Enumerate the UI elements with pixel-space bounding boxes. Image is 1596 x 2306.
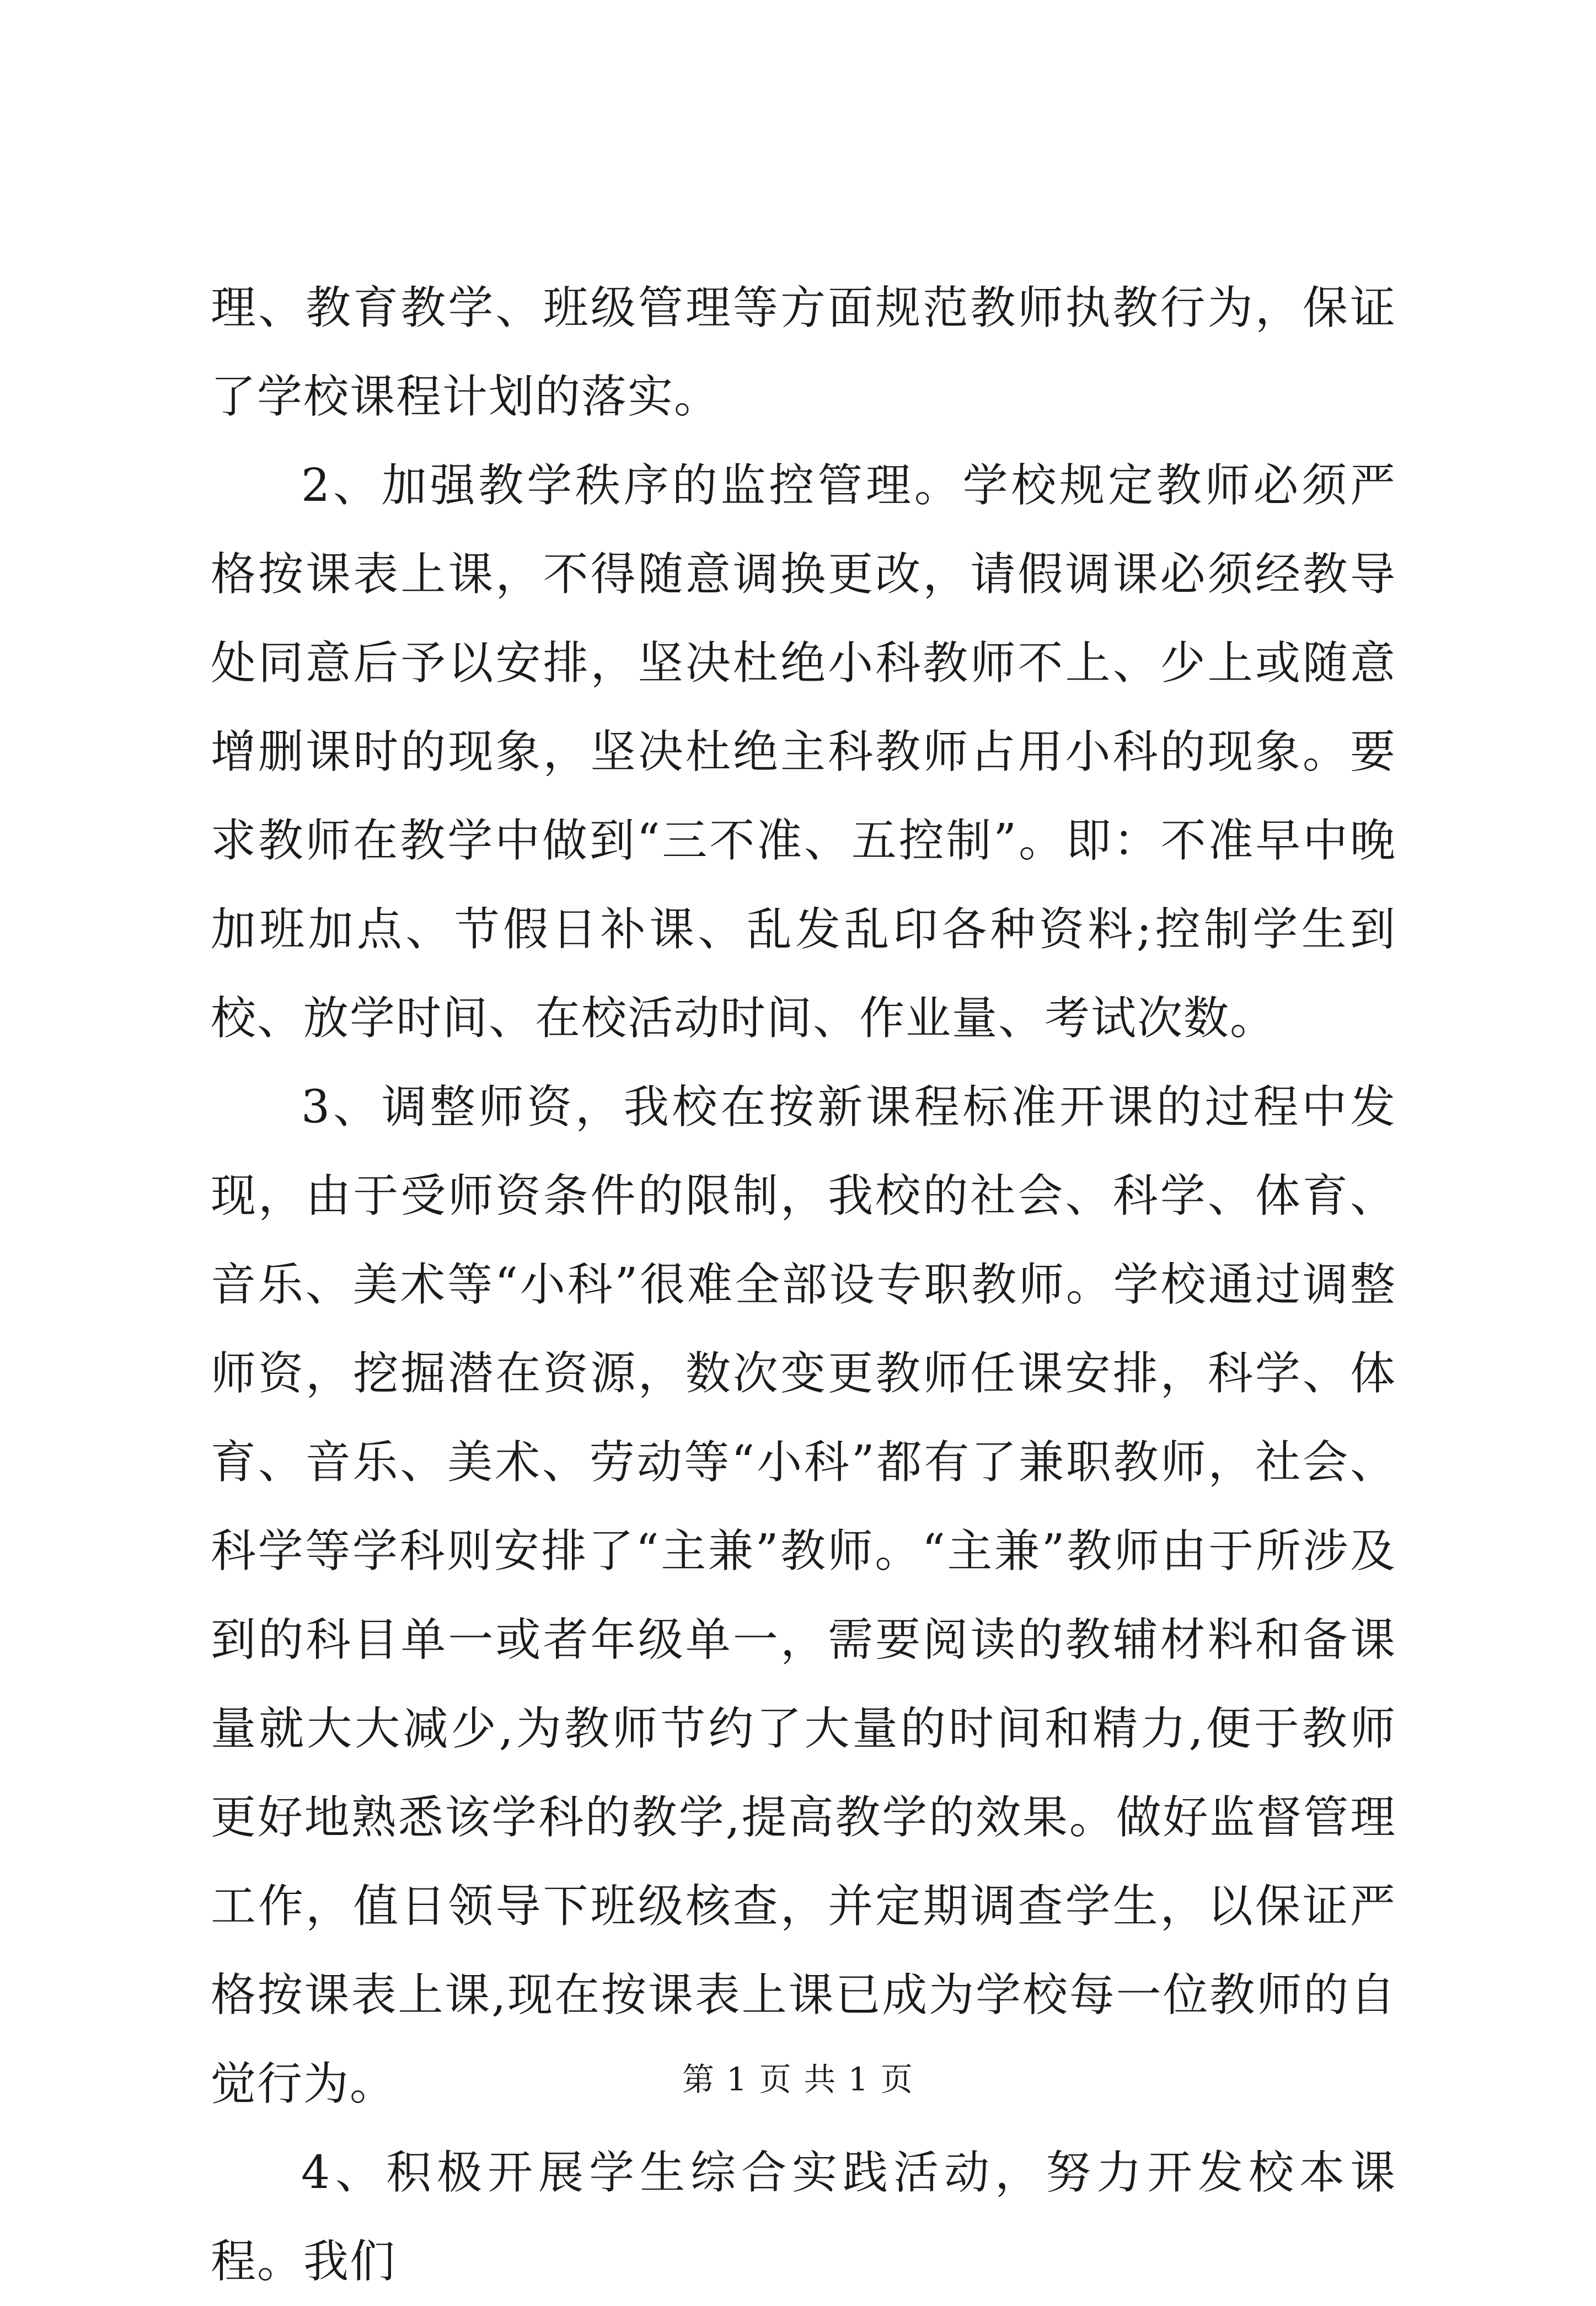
document-body [211, 264, 1396, 2306]
paragraph-item-3: 3、调整师资，我校在按新课程标准开课的过程中发现，由于受师资条件的限制，我校的社会、科学、体育、音乐、美术等“小科”很难全部设专职教师。学校通过调整师资，挖掘潜在资源，数次变更教师任课安排，科学、体育、音乐、美术、劳动等“小科”都有了兼职教师，社会、科学等学科则安排了“主兼”教师。“主兼”教师由于所涉及到的科目单一或者年级单一，需要阅读的教辅材料和备课量就大大减少,为教师节约了大量的时间和精力,便于教师更好地熟悉该学科的教学,提高教学的效果。做好监督管理工作，值日领导下班级核查，并定期调查学生，以保证严格按课表上课,现在按课表上课已成为学校每一位教师的自觉行为。 [211, 1081, 1396, 2110]
page-number-label: 第 1 页 共 1 页 [682, 2061, 914, 2098]
page-footer [0, 2057, 1596, 2101]
paragraph-continuation: 理、教育教学、班级管理等方面规范教师执教行为，保证了学校课程计划的落实。 [211, 282, 1396, 423]
paragraph-item-4: 4、积极开展学生综合实践活动，努力开发校本课程。我们 [211, 2147, 1396, 2288]
paragraph-item-2: 2、加强教学秩序的监控管理。学校规定教师必须严格按课表上课，不得随意调换更改，请假调课必须经教导处同意后予以安排，坚决杜绝小科教师不上、少上或随意增删课时的现象，坚决杜绝主科教师占用小科的现象。要求教师在教学中做到“三不准、五控制”。即：不准早中晚加班加点、节假日补课、乱发乱印各种资料;控制学生到校、放学时间、在校活动时间、作业量、考试次数。 [211, 459, 1396, 1045]
